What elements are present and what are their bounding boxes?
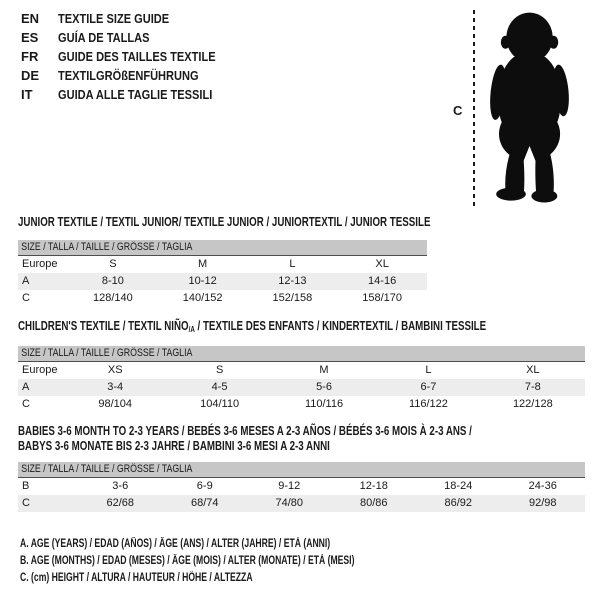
- table-cell: 8-10: [101, 275, 124, 287]
- language-list: [21, 9, 243, 104]
- table-row: [18, 478, 585, 495]
- footnote-b: B. AGE (MONTHS) / EDAD (MESES) / ÂGE (MOIS) / ALTER (MONATE) / ETÀ (MESI): [20, 555, 355, 567]
- language-label: TEXTILGRÖßENFÜHRUNG: [58, 68, 199, 83]
- row-label: Europe: [22, 364, 58, 376]
- table-cell: 122/128: [512, 398, 553, 410]
- size-header-bar: [18, 346, 585, 362]
- table-cell: 3-6: [112, 480, 129, 492]
- table-row: [18, 362, 585, 379]
- table-cell: 3-4: [107, 381, 124, 393]
- table-cell: L: [289, 258, 296, 270]
- size-table-children: [18, 346, 585, 413]
- language-code: DE: [21, 68, 40, 83]
- language-row-en: [21, 9, 243, 28]
- table-cell: 116/122: [408, 398, 448, 410]
- size-table-junior: [18, 240, 427, 307]
- table-row: [18, 495, 585, 512]
- table-row: [18, 273, 427, 290]
- table-cell: 6-7: [420, 381, 437, 393]
- section-title-children: [18, 319, 486, 338]
- table-row: [18, 379, 585, 396]
- language-label: TEXTILE SIZE GUIDE: [58, 11, 170, 26]
- table-cell: XS: [107, 364, 123, 376]
- size-header-bar: [18, 462, 585, 478]
- table-cell: XL: [526, 364, 540, 376]
- table-cell: 104/110: [200, 398, 240, 410]
- footnote-a: A. AGE (YEARS) / EDAD (AÑOS) / ÂGE (ANS) / ALTER (JAHRE) / ETÀ (ANNI): [20, 538, 331, 550]
- table-cell: 6-9: [196, 480, 213, 492]
- table-cell: 128/140: [92, 292, 133, 304]
- table-cell: 7-8: [524, 381, 541, 393]
- table-cell: 12-18: [359, 480, 388, 492]
- row-label: A: [22, 381, 30, 393]
- table-cell: M: [198, 258, 208, 270]
- table-cell: 80/86: [359, 497, 388, 509]
- table-cell: 12-13: [278, 275, 307, 287]
- section-title-babies: [18, 424, 472, 453]
- table-cell: S: [109, 258, 117, 270]
- language-code: ES: [21, 30, 39, 45]
- row-label: B: [22, 480, 30, 492]
- table-cell: 158/170: [362, 292, 402, 304]
- language-code: EN: [21, 11, 40, 26]
- row-label: C: [22, 497, 30, 509]
- table-cell: 18-24: [444, 480, 473, 492]
- size-header-label: SIZE / TALLA / TAILLE / GRÖSSE / TAGLIA: [21, 347, 193, 359]
- footnote-c: C. (cm) HEIGHT / ALTURA / HAUTEUR / HÖHE / ALTEZZA: [20, 572, 253, 584]
- table-cell: 24-36: [528, 480, 557, 492]
- language-row-de: [21, 66, 243, 85]
- section-title-junior: JUNIOR TEXTILE / TEXTIL JUNIOR/ TEXTILE JUNIOR / JUNIORTEXTIL / JUNIOR TESSILE: [18, 215, 431, 229]
- language-label: GUIDA ALLE TAGLIE TESSILI: [58, 87, 213, 102]
- table-cell: XL: [375, 258, 389, 270]
- table-cell: L: [425, 364, 432, 376]
- language-label: GUÍA DE TALLAS: [58, 30, 150, 45]
- section-title-children-post: / TEXTILE DES ENFANTS / KINDERTEXTIL / BAMBINI TESSILE: [194, 319, 487, 333]
- height-label: C: [453, 103, 463, 118]
- section-title-babies-line1: BABIES 3-6 MONTH TO 2-3 YEARS / BEBÉS 3-6 MESES A 2-3 AÑOS / BÉBÉS 3-6 MOIS À 2-3 ANS /: [18, 424, 472, 438]
- footnote-list: [20, 536, 466, 587]
- baby-silhouette-icon: [486, 7, 574, 209]
- row-label: C: [22, 398, 30, 410]
- table-cell: 152/158: [272, 292, 313, 304]
- table-cell: 92/98: [528, 497, 557, 509]
- table-cell: 10-12: [188, 275, 217, 287]
- table-cell: 140/152: [182, 292, 223, 304]
- table-row: [18, 290, 427, 307]
- table-cell: 98/104: [98, 398, 133, 410]
- table-cell: 14-16: [368, 275, 397, 287]
- language-row-fr: [21, 47, 243, 66]
- table-row: [18, 256, 427, 273]
- language-code: IT: [21, 87, 33, 102]
- table-cell: 4-5: [211, 381, 228, 393]
- section-title-babies-line2: BABYS 3-6 MONATE BIS 2-3 JAHRE / BAMBINI 3-6 MESI A 2-3 ANNI: [18, 438, 330, 453]
- language-row-es: [21, 28, 243, 47]
- table-cell: 9-12: [278, 480, 301, 492]
- table-row: [18, 396, 585, 413]
- row-label: Europe: [22, 258, 58, 270]
- size-header-label: SIZE / TALLA / TAILLE / GRÖSSE / TAGLIA: [21, 241, 193, 253]
- language-label: GUIDE DES TAILLES TEXTILE: [58, 49, 216, 64]
- table-cell: 86/92: [444, 497, 473, 509]
- table-cell: 62/68: [106, 497, 135, 509]
- language-code: FR: [21, 49, 39, 64]
- height-measure-line: [473, 10, 475, 207]
- section-title-children-pre: CHILDREN'S TEXTILE / TEXTIL NIÑO: [18, 319, 189, 333]
- row-label: C: [22, 292, 30, 304]
- table-cell: S: [215, 364, 224, 376]
- language-row-it: [21, 85, 243, 104]
- row-label: A: [22, 275, 30, 287]
- table-cell: 5-6: [316, 381, 332, 393]
- table-cell: 68/74: [190, 497, 219, 509]
- section-title-children-sub: /A: [188, 325, 195, 334]
- table-cell: M: [319, 364, 329, 376]
- size-header-label: SIZE / TALLA / TAILLE / GRÖSSE / TAGLIA: [21, 463, 193, 475]
- table-cell: 110/116: [304, 398, 344, 410]
- table-cell: 74/80: [275, 497, 304, 509]
- size-header-bar: [18, 240, 427, 256]
- size-table-babies: [18, 462, 585, 512]
